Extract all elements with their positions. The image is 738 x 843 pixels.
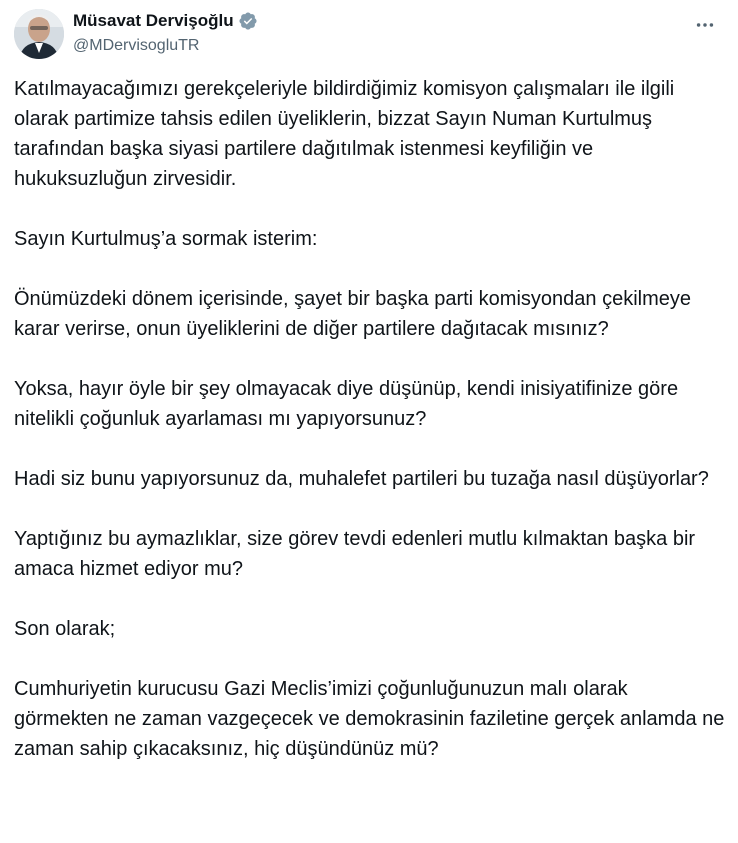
verified-badge-icon xyxy=(238,11,258,31)
tweet-paragraph: Katılmayacağımızı gerekçeleriyle bildirdiğimiz komisyon çalışmaları ile ilgili olarak partimize tahsis edilen üyeliklerin, bizzat Sayın Numan Kurtulmuş tarafından başka siyasi partilere dağıtılmak istenmesi keyfiliğin ve hukuksuzluğun zirvesidir. xyxy=(14,78,675,190)
more-options-button[interactable] xyxy=(692,12,718,38)
display-name[interactable]: Müsavat Dervişoğlu xyxy=(73,11,234,30)
tweet-paragraph: Yoksa, hayır öyle bir şey olmayacak diye düşünüp, kendi inisiyatifinize göre nitelikli çoğunluk ayarlaması mı yapıyorsunuz? xyxy=(14,378,679,430)
tweet-paragraph: Yaptığınız bu aymazlıklar, size görev tevdi edenleri mutlu kılmaktan başka bir amaca hizmet ediyor mu? xyxy=(14,528,696,580)
tweet-paragraph: Son olarak; xyxy=(14,618,116,640)
tweet-paragraph: Sayın Kurtulmuş’a sormak isterim: xyxy=(14,228,318,250)
tweet-text xyxy=(14,74,726,764)
more-horizontal-icon xyxy=(694,14,716,36)
author-names xyxy=(73,10,258,55)
tweet-paragraph: Cumhuriyetin kurucusu Gazi Meclis’imizi çoğunluğunuzun malı olarak görmekten ne zaman vazgeçecek ve demokrasinin faziletine gerçek anlamda ne zaman sahip çıkacaksınız, hiç düşündünüz mü? xyxy=(14,678,725,760)
profile-photo-icon xyxy=(14,9,64,59)
author-handle[interactable]: @MDervisogluTR xyxy=(73,37,200,54)
tweet-paragraph: Önümüzdeki dönem içerisinde, şayet bir başka parti komisyondan çekilmeye karar verirse, onun üyeliklerini de diğer partilere dağıtacak mısınız? xyxy=(14,288,691,340)
avatar[interactable] xyxy=(14,9,64,59)
tweet-paragraph: Hadi siz bunu yapıyorsunuz da, muhalefet partileri bu tuzağa nasıl düşüyorlar? xyxy=(14,468,709,490)
tweet-header xyxy=(14,6,724,60)
